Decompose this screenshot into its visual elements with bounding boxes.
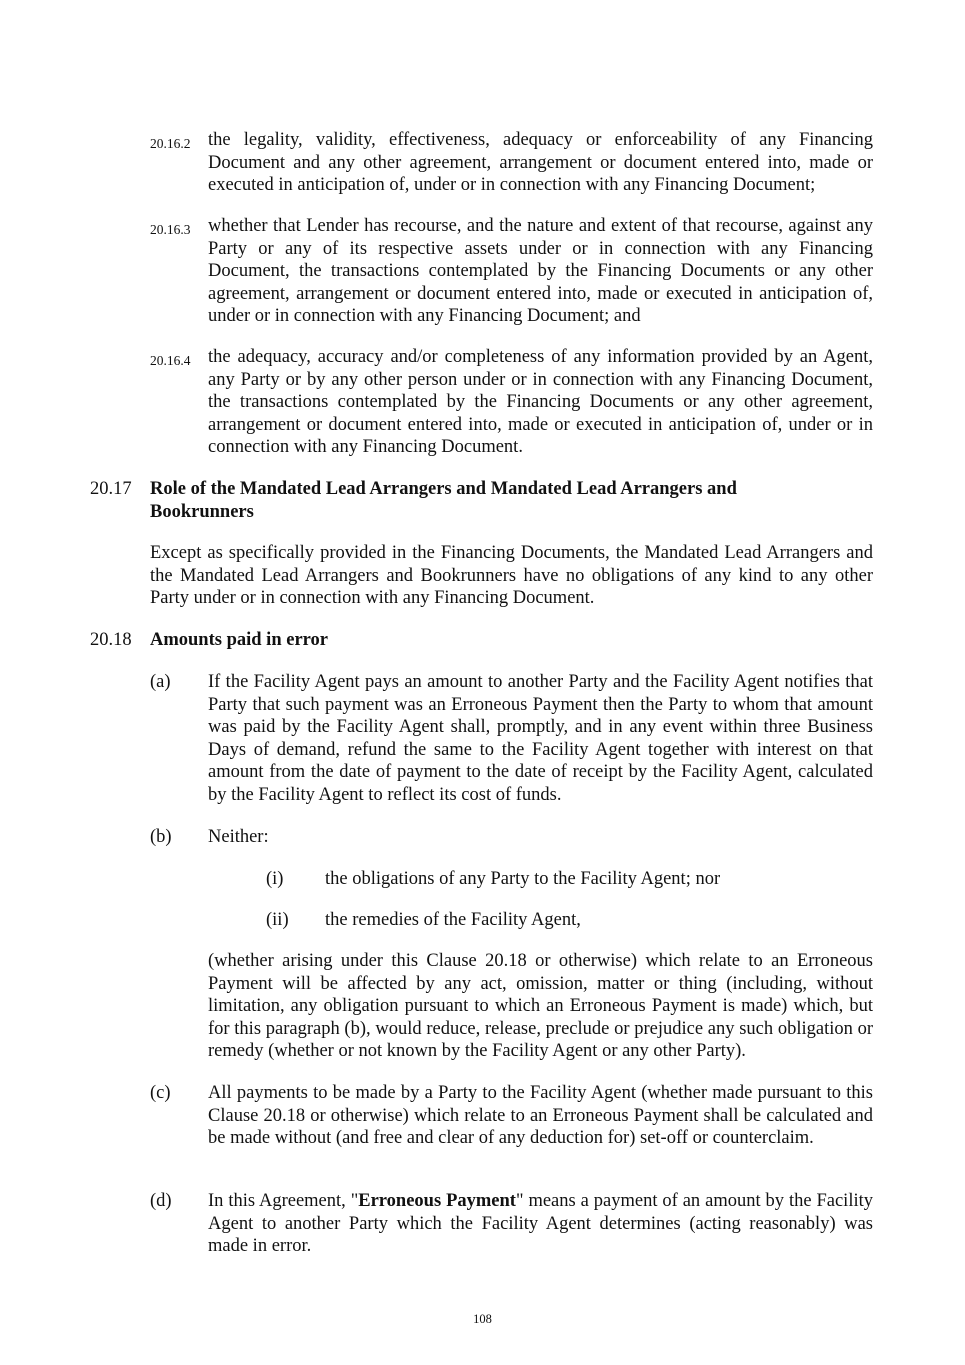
subparagraph-text: the remedies of the Facility Agent, <box>325 910 581 930</box>
clause-number: 20.18 <box>90 630 132 650</box>
item-number: 20.16.4 <box>150 353 191 368</box>
item-text: the adequacy, accuracy and/or completeness of any information provided by an Agent, any Party or by any other person under or in connection with any Financing Document, the transactions contemplated by the Financing Documents or any other agreement, arrangement or document entered into, made or executed in anticipation of, under or in connection with any Financing Document. <box>208 347 873 458</box>
paragraph-label: (c) <box>150 1083 171 1103</box>
paragraph-text: Neither: <box>208 827 269 847</box>
clause-heading: Amounts paid in error <box>150 630 328 650</box>
definition-lead: In this Agreement, " <box>208 1191 359 1211</box>
paragraph-label: (a) <box>150 672 171 692</box>
item-text: whether that Lender has recourse, and the nature and extent of that recourse, against any Party or any of its respective assets under or in connection with any Financing Document, the transactions contemplated by the Financing Documents or any other agreement, arrangement or document entered into, made or executed in anticipation of, under or in connection with any Financing Document; and <box>208 216 873 327</box>
paragraph-continuation: (whether arising under this Clause 20.18 or otherwise) which relate to an Erroneous Payment will be affected by any act, omission, matter or thing (including, without limitation, any obligation pursuant to which an Erroneous Payment is made) which, but for this paragraph (b), would reduce, release, preclude or prejudice any such obligation or remedy (whether or not known by the Facility Agent or any other Party). <box>208 951 873 1062</box>
paragraph-text <box>208 1190 873 1258</box>
clause-body: Except as specifically provided in the Financing Documents, the Mandated Lead Arrangers and the Mandated Lead Arrangers and Bookrunners have no obligations of any kind to any other Party under or in connection with any Financing Document. <box>150 543 873 609</box>
defined-term: Erroneous Payment <box>358 1191 516 1211</box>
clause-number: 20.17 <box>90 479 132 499</box>
clause-heading: Role of the Mandated Lead Arrangers and Mandated Lead Arrangers and Bookrunners <box>150 479 737 522</box>
item-number: 20.16.2 <box>150 136 191 151</box>
page-number: 108 <box>473 1312 492 1326</box>
paragraph-label: (b) <box>150 827 172 847</box>
subparagraph-label: (i) <box>266 869 284 889</box>
subparagraph-text: the obligations of any Party to the Facility Agent; nor <box>325 869 721 889</box>
paragraph-label: (d) <box>150 1191 172 1211</box>
definition-rest: " means a payment of an amount by the Facility Agent to another Party which the Facility Agent determines (acting reasonably) was made in error. <box>208 1191 873 1257</box>
item-number: 20.16.3 <box>150 222 191 237</box>
subparagraph-label: (ii) <box>266 910 289 930</box>
item-text: the legality, validity, effectiveness, adequacy or enforceability of any Financing Document and any other agreement, arrangement or document entered into, made or executed in anticipation of, under or in connection with any Financing Document; <box>208 130 873 196</box>
paragraph-text: All payments to be made by a Party to the Facility Agent (whether made pursuant to this Clause 20.18 or otherwise) which relate to an Erroneous Payment shall be calculated and be made without (and free and clear of any deduction for) set-off or counterclaim. <box>208 1083 873 1149</box>
paragraph-text: If the Facility Agent pays an amount to another Party and the Facility Agent notifies that Party that such payment was an Erroneous Payment then the Party to whom that amount was paid by the Facility Agent shall, promptly, and in any event within three Business Days of demand, refund the same to the Facility Agent together with interest on that amount from the date of payment to the date of receipt by the Facility Agent, calculated by the Facility Agent to reflect its cost of funds. <box>208 672 873 805</box>
